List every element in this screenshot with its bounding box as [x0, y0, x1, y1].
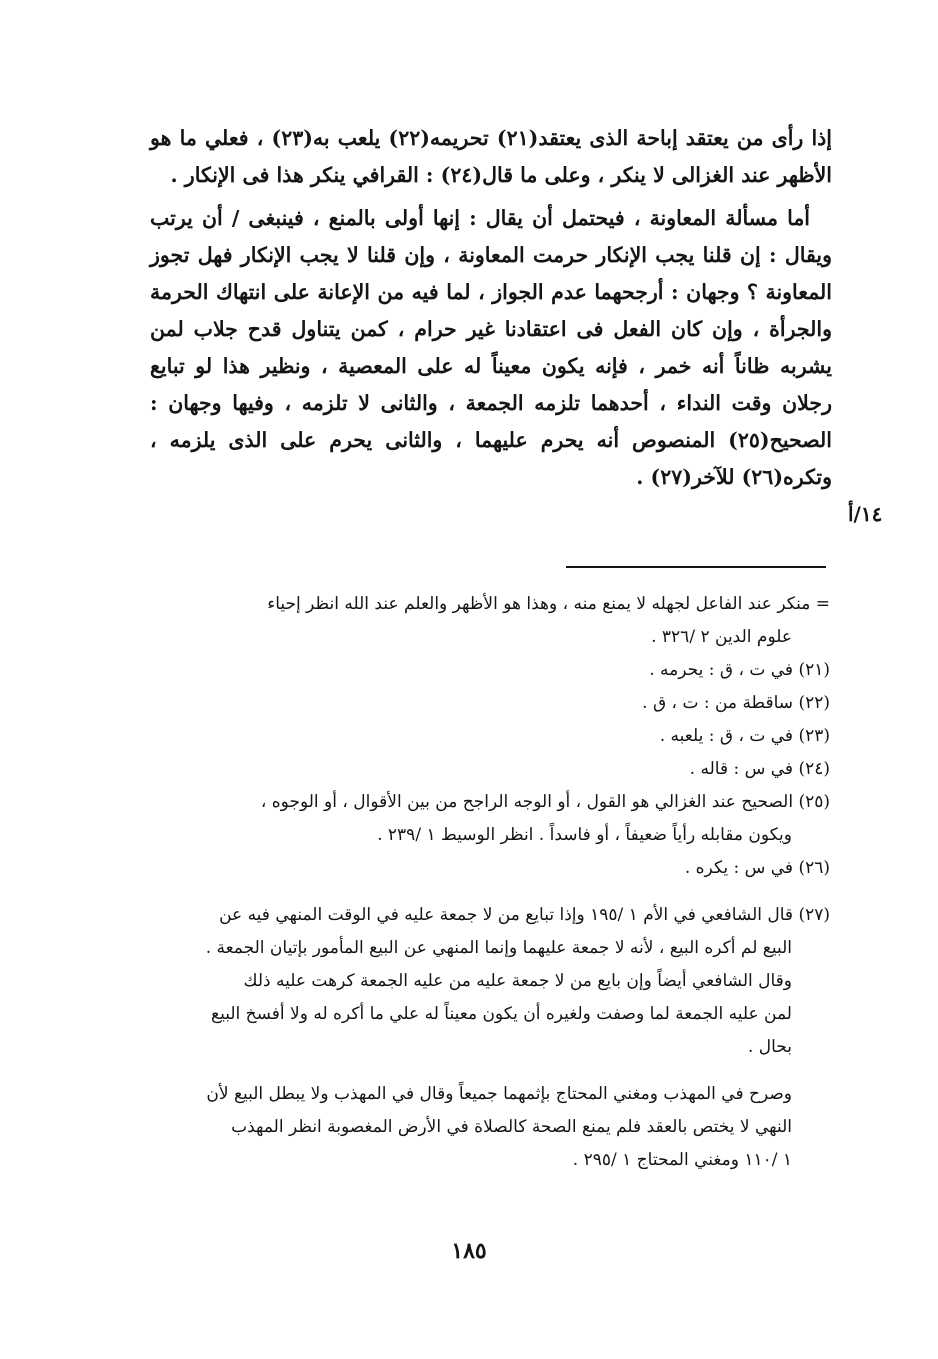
footnote-26: (٢٦) في س : يكره .: [684, 858, 830, 878]
main-paragraph: إذا رأى من يعتقد إباحة الذى يعتقد(٢١) تحريمه(٢٢) يلعب به(٢٣) ، فعلي ما هو الأظهر عند الغزالى لا ينكر ، وعلى ما قال(٢٤) : القرافي ينكر هذا فى الإنكار .: [150, 126, 832, 187]
footnote-line: بحال .: [747, 1037, 792, 1057]
footnote-line: ويكون مقابله رأياً ضعيفاً ، أو فاسداً . انظر الوسيط ١ /٢٣٩ .: [377, 825, 792, 845]
footnote-line: علوم الدين ٢ /٣٢٦ .: [651, 627, 792, 647]
footnote-25: (٢٥) الصحيح عند الغزالي هو القول ، أو الوجه الراجح من بين الأقوال ، أو الوجوه ،: [260, 792, 830, 812]
main-text: [150, 120, 832, 502]
footnote-23: (٢٣) في ت ، ق : يلعبه .: [659, 726, 830, 746]
folio-margin-marker: ١٤/أ: [848, 502, 883, 526]
footnote-line: وصرح في المهذب ومغني المحتاج بإثمهما جميعاً وقال في المهذب ولا يبطل البيع لأن: [206, 1084, 792, 1104]
page-number: ١٨٥: [451, 1238, 487, 1264]
footnote-line: لمن عليه الجمعة لما وصفت ولغيره أن يكون معيناً له علي ما أكره له ولا أفسخ البيع: [211, 1004, 792, 1024]
footnote-line: ١ /١١٠ ومغني المحتاج ١ /٢٩٥ .: [572, 1150, 792, 1170]
main-paragraph: أما مسألة المعاونة ، فيحتمل أن يقال : إنها أولى بالمنع ، فينبغى / أن يرتب ويقال : إن قلنا يجب الإنكار حرمت المعاونة ، وإن قلنا لا يجب الإنكار فهل تجوز المعاونة ؟ وجهان : أرجحهما عدم الجواز ، لما فيه من الإعانة على انتهاك الحرمة والجرأة ، وإن كان الفعل فى اعتقادنا غير حرام ، كمن يتناول قدح جلاب لمن يشربه ظاناً أنه خمر ، فإنه يكون معيناً له على المعصية ، ونظير هذا لو تبايع رجلان وقت النداء ، أحدهما تلزمه الجمعة ، والثانى لا تلزمه ، وفيها وجهان : الصحيح(٢٥) المنصوص أنه يحرم عليهما ، والثانى يحرم على الذى يلزمه ، وتكره(٢٦) للآخر(٢٧) .: [150, 206, 832, 489]
footnote-line: = منكر عند الفاعل لجهله لا يمنع منه ، وهذا هو الأظهر والعلم عند الله انظر إحياء: [267, 594, 830, 614]
footnote-line: وقال الشافعي أيضاً وإن بايع من لا جمعة عليه من عليه الجمعة كرهت عليه ذلك: [243, 971, 792, 991]
footnote-21: (٢١) في ت ، ق : يحرمه .: [649, 660, 830, 680]
footnotes: [160, 588, 830, 1177]
footnote-24: (٢٤) في س : قاله .: [689, 759, 830, 779]
footnote-27: (٢٧) قال الشافعي في الأم ١ /١٩٥ وإذا تبايع من لا جمعة عليه في الوقت المنهي فيه عن: [219, 905, 830, 925]
footnote-line: البيع لم أكره البيع ، لأنه لا جمعة عليهما وإنما المنهي عن البيع المأمور بإتيان الجمعة .: [205, 938, 792, 958]
footnote-22: (٢٢) ساقطة من : ت ، ق .: [642, 693, 830, 713]
footnote-line: النهي لا يختص بالعقد فلم يمنع الصحة كالصلاة في الأرض المغصوبة انظر المهذب: [231, 1117, 792, 1137]
footnote-separator: [566, 566, 826, 568]
